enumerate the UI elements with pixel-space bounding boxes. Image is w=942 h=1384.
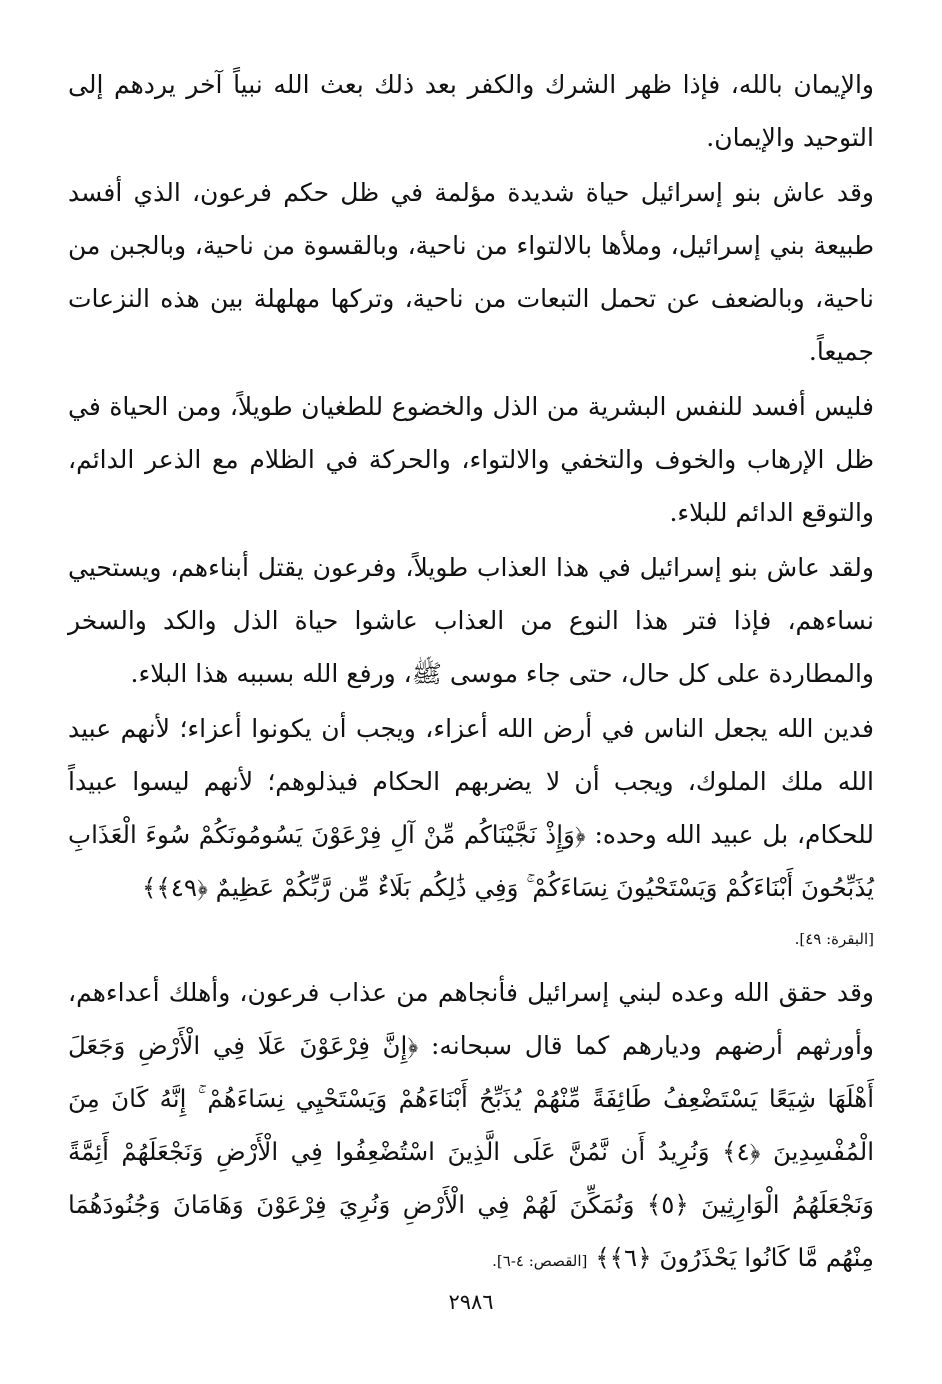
quran-verse-baqarah: ﴿وَإِذْ نَجَّيْنَاكُم مِّنْ آلِ فِرْعَوْنَ يَسُومُونَكُمْ سُوءَ الْعَذَابِ يُذَبِّحُونَ أَبْنَاءَكُمْ وَيَسْتَحْيُونَ نِسَاءَكُمْ ۚ وَفِي ذَٰلِكُم بَلَاءٌ مِّن رَّبِّكُمْ عَظِيمٌ ﴿٤٩﴾﴾ (68, 820, 874, 902)
paragraph-5 (68, 702, 874, 914)
paragraph-5-text: فدين الله يجعل الناس في أرض الله أعزاء، ويجب أن يكونوا أعزاء؛ لأنهم عبيد الله ملك الملوك، ويجب أن لا يضربهم الحكام فيذلوهم؛ لأنهم ليسوا عبيداً للحكام، بل عبيد الله وحده: (68, 714, 874, 849)
paragraph-6 (68, 966, 874, 1288)
quran-reference-baqarah: [البقرة: ٤٩]. (794, 930, 874, 948)
paragraph-6-text: وقد حقق الله وعده لبني إسرائيل فأنجاهم من عذاب فرعون، وأهلك أعداءهم، وأورثهم أرضهم وديارهم كما قال سبحانه: (68, 978, 874, 1060)
paragraph-2: وقد عاش بنو إسرائيل حياة شديدة مؤلمة في ظل حكم فرعون، الذي أفسد طبيعة بني إسرائيل، وملأها بالالتواء من ناحية، وبالقسوة من ناحية، وبالجبن من ناحية، وبالضعف عن تحمل التبعات من ناحية، وتركها مهلهلة بين هذه النزعات جميعاً. (68, 178, 874, 366)
quran-verse-qasas: ﴿إِنَّ فِرْعَوْنَ عَلَا فِي الْأَرْضِ وَجَعَلَ أَهْلَهَا شِيَعًا يَسْتَضْعِفُ طَائِفَةً مِّنْهُمْ يُذَبِّحُ أَبْنَاءَهُمْ وَيَسْتَحْيِي نِسَاءَهُمْ ۚ إِنَّهُ كَانَ مِنَ الْمُفْسِدِينَ ﴿٤﴾ وَنُرِيدُ أَن نَّمُنَّ عَلَى الَّذِينَ اسْتُضْعِفُوا فِي الْأَرْضِ وَنَجْعَلَهُمْ أَئِمَّةً وَنَجْعَلَهُمُ الْوَارِثِينَ ﴿٥﴾ وَنُمَكِّنَ لَهُمْ فِي الْأَرْضِ وَنُرِيَ فِرْعَوْنَ وَهَامَانَ وَجُنُودَهُمَا مِنْهُم مَّا كَانُوا يَحْذَرُونَ ﴿٦﴾﴾ (68, 1031, 875, 1272)
paragraph-3: فليس أفسد للنفس البشرية من الذل والخضوع للطغيان طويلاً، ومن الحياة في ظل الإرهاب والخوف والتخفي والالتواء، والحركة في الظلام مع الذعر الدائم، والتوقع الدائم للبلاء. (68, 392, 874, 527)
paragraph-1: والإيمان بالله، فإذا ظهر الشرك والكفر بعد ذلك بعث الله نبياً آخر يردهم إلى التوحيد والإيمان. (68, 70, 874, 152)
paragraph-4: ولقد عاش بنو إسرائيل في هذا العذاب طويلاً، وفرعون يقتل أبناءهم، ويستحيي نساءهم، فإذا فتر هذا النوع من العذاب عاشوا حياة الذل والكد والسخر والمطاردة على كل حال، حتى جاء موسى ﷺ، ورفع الله بسببه هذا البلاء. (68, 553, 874, 688)
quran-reference-qasas: [القصص: ٤-٦]. (492, 1252, 588, 1270)
body-text (68, 58, 874, 1288)
page-number: ٢٩٨٦ (448, 1290, 494, 1314)
